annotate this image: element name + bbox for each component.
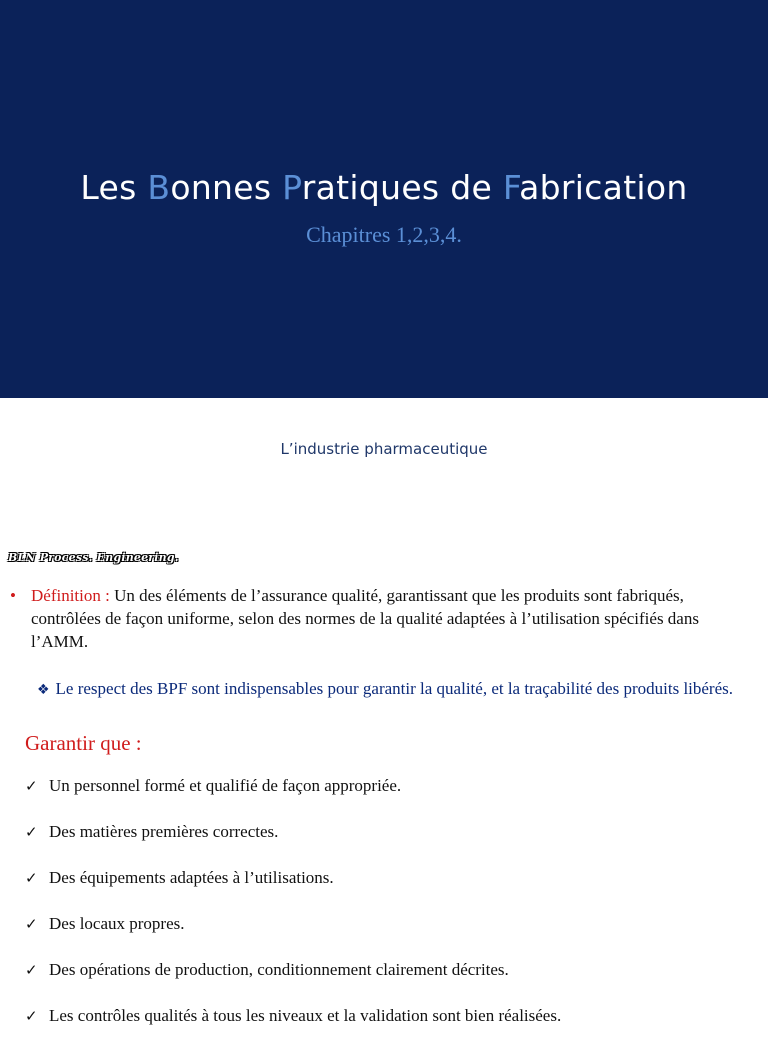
checkmark-icon: ✓ [25,961,38,979]
checkmark-icon: ✓ [25,869,38,887]
guarantee-heading: Garantir que : [25,731,142,755]
checklist-item [25,959,561,1005]
checklist-item [25,867,561,913]
presentation-title [0,168,768,207]
title-part: onnes [170,168,283,207]
diamond-bullet-icon: ❖ [36,682,50,698]
title-initial-f: F [502,168,520,207]
checklist-item [25,821,561,867]
presentation-subtitle: Chapitres 1,2,3,4. [306,222,462,247]
highlight-statement [25,677,745,702]
checklist-item-text: Des opérations de production, conditionnement clairement décrites. [49,960,509,979]
definition-text: Un des éléments de l’assurance qualité, garantissant que les produits sont fabriqués, contrôlées de façon uniforme, selon des normes de la qualité adaptées à l’utilisation spécifiés dans l’AMM. [31,586,699,651]
checklist-item-text: Un personnel formé et qualifié de façon appropriée. [49,776,402,795]
checklist-item [25,1005,561,1051]
checklist-item-text: Des équipements adaptées à l’utilisations. [49,868,334,887]
checkmark-icon: ✓ [25,915,38,933]
checklist-item-text: Des locaux propres. [49,914,185,933]
checkmark-icon: ✓ [25,1007,38,1025]
checkmark-icon: ✓ [25,777,38,795]
guarantee-checklist [25,775,561,1051]
company-name: BLN Process. Engineering. [8,551,179,564]
bullet-dot-icon: • [10,586,16,605]
definition-bullet [10,584,740,653]
checklist-item [25,775,561,821]
title-initial-p: P [282,168,302,207]
title-part: abrication [519,168,688,207]
checklist-item [25,913,561,959]
definition-body [10,584,740,653]
highlight-text: Le respect des BPF sont indispensables pour garantir la qualité, et la traçabilité des produits libérés. [55,679,734,698]
definition-term: Définition : [31,586,110,605]
title-part: ratiques de [301,168,503,207]
checklist-item-text: Les contrôles qualités à tous les niveaux et la validation sont bien réalisées. [49,1006,562,1025]
title-slide [0,0,768,398]
title-part: Les [80,168,148,207]
checklist-item-text: Des matières premières correctes. [49,822,279,841]
checkmark-icon: ✓ [25,823,38,841]
industry-label: L’industrie pharmaceutique [280,440,488,458]
title-initial-b: B [147,168,171,207]
